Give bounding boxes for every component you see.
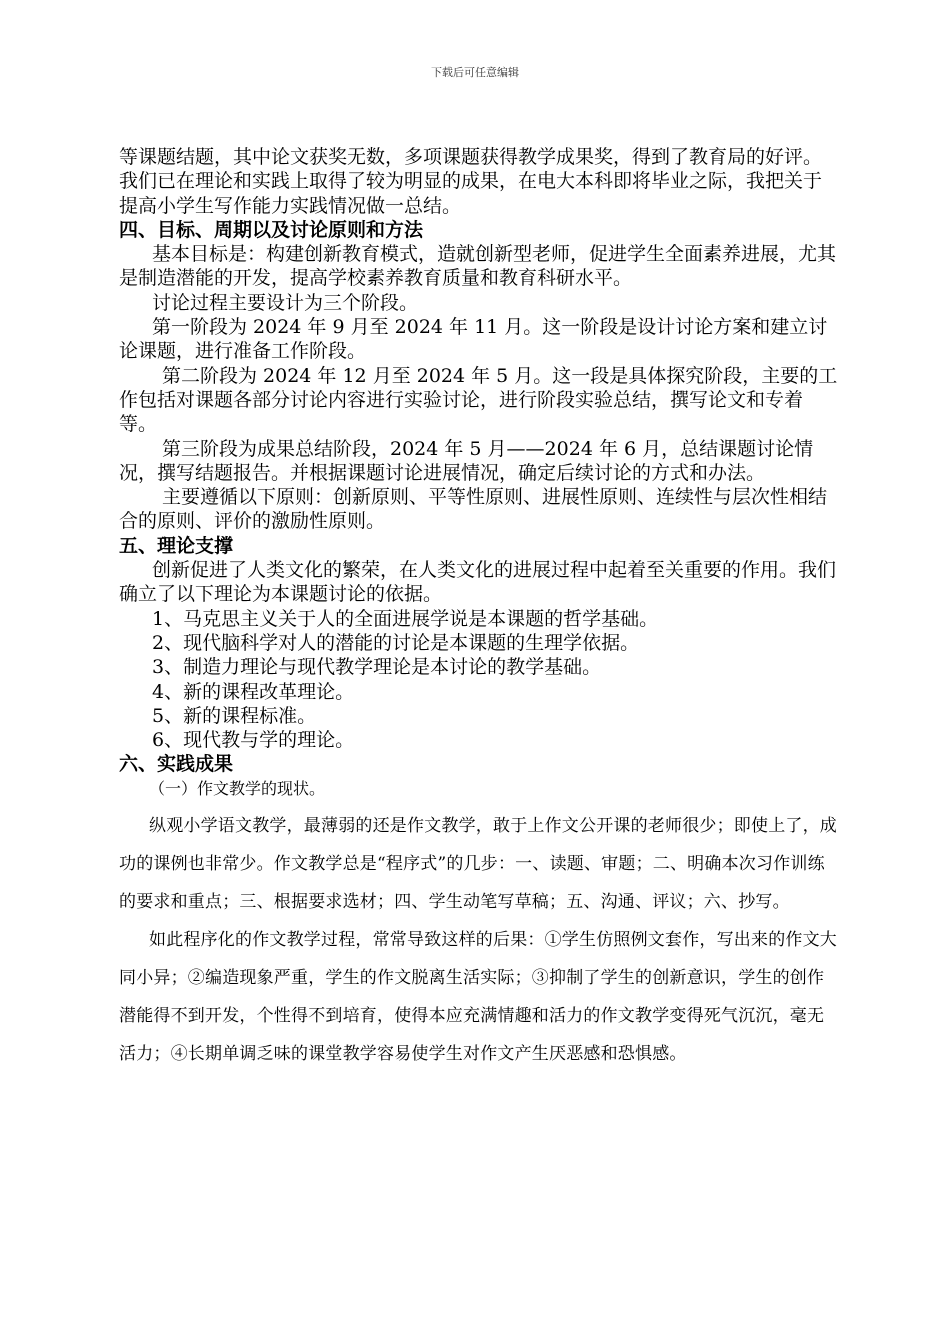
stage-1-paragraph: 第一阶段为 2024 年 9 月至 2024 年 11 月。这一阶段是设计讨论方案和建立讨论课题，进行准备工作阶段。 — [119, 316, 828, 363]
list-item: 2、现代脑科学对人的潜能的讨论是本课题的生理学依据。 — [152, 631, 640, 654]
principles-paragraph: 主要遵循以下原则：创新原则、平等性原则、进展性原则、连续性与层次性相结合的原则、评价的激励性原则。 — [119, 486, 828, 533]
section-6-heading: 六、实践成果 — [119, 753, 234, 776]
theory-list — [119, 607, 839, 753]
list-item: 4、新的课程改革理论。 — [152, 680, 355, 703]
section-5-heading: 五、理论支撑 — [119, 534, 234, 557]
list-item: 1、马克思主义关于人的全面进展学说是本课题的哲学基础。 — [152, 607, 659, 630]
document-body — [119, 145, 839, 1073]
section-4-heading: 四、目标、周期以及讨论原则和方法 — [119, 218, 424, 241]
list-item: 3、制造力理论与现代教学理论是本讨论的教学基础。 — [152, 656, 602, 679]
list-item: 6、现代教与学的理论。 — [152, 729, 355, 752]
stages-paragraph: 讨论过程主要设计为三个阶段。 — [152, 291, 419, 314]
list-item: 5、新的课程标准。 — [152, 704, 317, 727]
stage-3-paragraph: 第三阶段为成果总结阶段，2024 年 5 月——2024 年 6 月，总结课题讨论情况，撰写结题报告。并根据课题讨论进展情况，确定后续讨论的方式和办法。 — [119, 437, 814, 484]
theory-intro-paragraph: 创新促进了人类文化的繁荣，在人类文化的进展过程中起着至关重要的作用。我们确立了以下理论为本课题讨论的依据。 — [119, 559, 837, 606]
consequence-paragraph: 如此程序化的作文教学过程，常常导致这样的后果：①学生仿照例文套作，写出来的作文大同小异；②编造现象严重，学生的作文脱离生活实际；③抑制了学生的创新意识，学生的创作潜能得不到开发，个性得不到培育，使得本应充满情趣和活力的作文教学变得死气沉沉，毫无活力；④长期单调乏味的课堂教学容易使学生对作文产生厌恶感和恐惧感。 — [119, 929, 837, 1064]
page-header: 下载后可任意编辑 — [431, 66, 519, 79]
stage-2-paragraph: 第二阶段为 2024 年 12 月至 2024 年 5 月。这一段是具体探究阶段，主要的工作包括对课题各部分讨论内容进行实验讨论，进行阶段实验总结，撰写论文和专着等。 — [119, 364, 838, 436]
subsection-1-heading: （一）作文教学的现状。 — [149, 778, 326, 798]
status-paragraph: 纵观小学语文教学，最薄弱的还是作文教学，敢于上作文公开课的老师很少；即使上了，成功的课例也非常少。作文教学总是“程序式”的几步：一、读题、审题；二、明确本次习作训练的要求和重点；三、根据要求选材；四、学生动笔写草稿；五、沟通、评议；六、抄写。 — [119, 815, 837, 912]
goal-paragraph: 基本目标是：构建创新教育模式，造就创新型老师，促进学生全面素养进展，尤其是制造潜能的开发，提高学校素养教育质量和教育科研水平。 — [119, 243, 837, 290]
intro-paragraph: 等课题结题，其中论文获奖无数，多项课题获得教学成果奖，得到了教育局的好评。我们已在理论和实践上取得了较为明显的成果，在电大本科即将毕业之际，我把关于提高小学生写作能力实践情况做一总结。 — [119, 146, 823, 217]
